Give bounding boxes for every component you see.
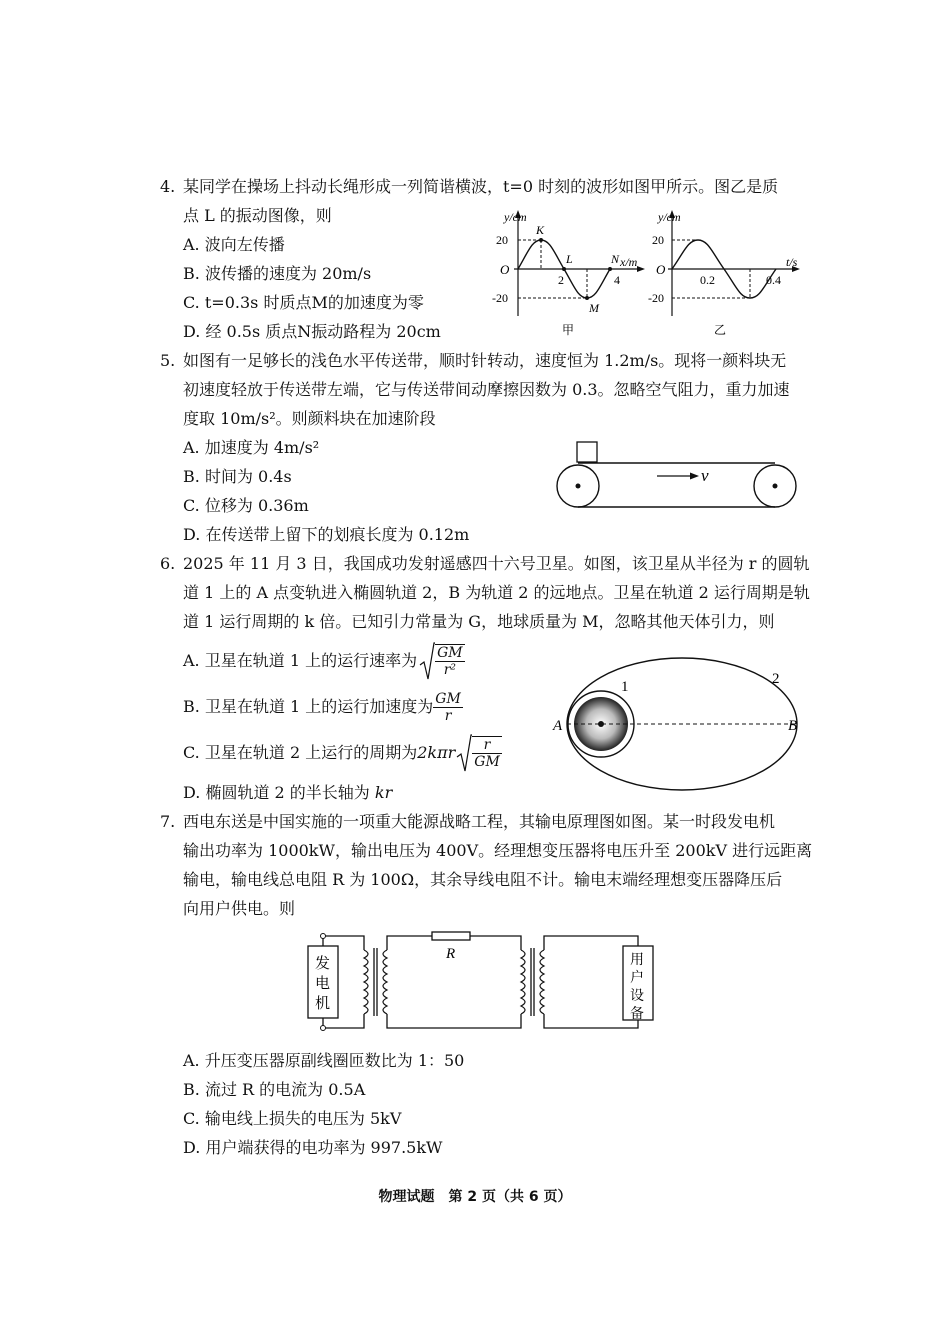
fraction-a: $\frac{GM}{\text{r²}}$ — [437, 645, 463, 678]
yi-ytick-20: 20 — [652, 233, 664, 247]
line-resistor — [432, 932, 470, 940]
fraction-c: $\frac{r}{GM}$ — [474, 737, 500, 770]
q6-stem-line3: 道 1 运行周期的 k 倍。已知引力常量为 G，地球质量为 M，忽略其他天体引力，则 — [183, 612, 775, 631]
jia-point-k: K — [536, 223, 545, 237]
vibration-graph-yi — [650, 206, 810, 338]
q6-number: 6. — [160, 554, 176, 573]
wave-graph-jia — [490, 206, 655, 338]
generator-char-3: 机 — [315, 996, 331, 1012]
jia-ytick-neg20: -20 — [492, 291, 508, 305]
q5-option-c: C. 位移为 0.36m — [183, 496, 309, 515]
orbit-2-label: 2 — [772, 671, 780, 687]
q4-stem-line1: 某同学在操场上抖动长绳形成一列简谐横波，t=0 时刻的波形如图甲所示。图乙是质 — [183, 177, 779, 196]
q7-stem-line3: 输电，输电线总电阻 R 为 100Ω，其余导线电阻不计。输电末端经理想变压器降压后 — [183, 870, 783, 889]
jia-point-n: N — [611, 252, 620, 266]
jia-ytick-20: 20 — [496, 233, 508, 247]
q6-stem-line1: 2025 年 11 月 3 日，我国成功发射遥感四十六号卫星。如图，该卫星从半径为 r 的圆轨 — [183, 554, 810, 573]
q4-option-c: C. t=0.3s 时质点M的加速度为零 — [183, 293, 424, 312]
q6-option-c: C. 卫星在轨道 2 上运行的周期为 2kπr $\frac{r}{GM}$ — [183, 732, 502, 774]
q6-option-b: B. 卫星在轨道 1 上的运行加速度为 $\frac{GM}{r}$ — [183, 690, 461, 724]
q7-option-b: B. 流过 R 的电流为 0.5A — [183, 1080, 366, 1099]
yi-x-label: t/s — [786, 255, 798, 269]
q6-stem-line2: 道 1 上的 A 点变轨进入椭圆轨道 2，B 为轨道 2 的远地点。卫星在轨道 2 运行周期是轨 — [183, 583, 810, 602]
q7-number: 7. — [160, 812, 176, 831]
point-b-label: B — [788, 718, 798, 734]
orbit-figure — [550, 655, 805, 800]
jia-point-l: L — [566, 252, 573, 266]
step-down-primary-coil — [521, 950, 525, 1014]
fraction-b: $\frac{GM}{r}$ — [435, 690, 461, 724]
user-char-4: 备 — [630, 1007, 644, 1022]
q5-option-a: A. 加速度为 4m/s² — [183, 438, 320, 457]
conveyor-belt-figure — [553, 440, 803, 510]
yi-y-label: y/cm — [658, 210, 681, 224]
q6-option-d: D. 椭圆轨道 2 的半长轴为 kr — [183, 783, 393, 802]
sqrt-sign-c — [456, 733, 472, 773]
q4-option-b: B. 波传播的速度为 20m/s — [183, 264, 372, 283]
sqrt-sign-a — [419, 641, 435, 681]
generator-char-2: 电 — [315, 976, 331, 992]
q5-stem-line2: 初速度轻放于传送带左端，它与传送带间动摩擦因数为 0.3。忽略空气阻力，重力加速 — [183, 380, 790, 399]
q6-option-a: A. 卫星在轨道 1 上的运行速率为 $\frac{GM}{\text{r²}}$ — [183, 640, 465, 682]
yi-caption: 乙 — [714, 323, 727, 337]
point-a-label: A — [553, 718, 563, 734]
velocity-label: v — [701, 466, 709, 485]
jia-origin: O — [500, 262, 510, 277]
user-char-2: 户 — [630, 971, 644, 986]
q4-stem-line2: 点 L 的振动图像，则 — [183, 206, 332, 225]
q7-stem-line4: 向用户供电。则 — [183, 899, 296, 918]
user-char-1: 用 — [630, 953, 644, 968]
step-down-secondary-coil — [540, 950, 544, 1014]
q7-option-a: A. 升压变压器原副线圈匝数比为 1：50 — [183, 1051, 465, 1070]
jia-x-label: x/m — [620, 255, 638, 269]
jia-y-label: y/cm — [504, 210, 527, 224]
q7-option-d: D. 用户端获得的电功率为 997.5kW — [183, 1138, 443, 1157]
q7-stem-line1: 西电东送是中国实施的一项重大能源战略工程，其输电原理图如图。某一时段发电机 — [183, 812, 776, 831]
step-up-secondary-coil — [383, 950, 387, 1014]
q5-stem-line1: 如图有一足够长的浅色水平传送带，顺时针转动，速度恒为 1.2m/s。现将一颜料块无 — [183, 351, 787, 370]
resistor-label: R — [446, 946, 456, 962]
yi-xtick-0.2: 0.2 — [700, 273, 715, 287]
q7-stem-line2: 输出功率为 1000kW，输出电压为 400V。经理想变压器将电压升至 200kV 进行远距离 — [183, 841, 813, 860]
jia-xtick-2: 2 — [558, 273, 564, 287]
q4-option-a: A. 波向左传播 — [183, 235, 285, 254]
page-footer: 物理试题 第 2 页（共 6 页） — [378, 1189, 572, 1205]
q5-option-d: D. 在传送带上留下的划痕长度为 0.12m — [183, 525, 470, 544]
q7-option-c: C. 输电线上损失的电压为 5kV — [183, 1109, 402, 1128]
jia-xtick-4: 4 — [614, 273, 620, 287]
user-char-3: 设 — [630, 989, 644, 1004]
generator-char-1: 发 — [315, 956, 331, 972]
jia-caption: 甲 — [562, 323, 575, 337]
yi-xtick-0.4: 0.4 — [766, 273, 781, 287]
paint-block — [577, 442, 597, 462]
yi-origin: O — [656, 262, 666, 277]
power-transmission-circuit — [298, 928, 658, 1034]
yi-ytick-neg20: -20 — [648, 291, 664, 305]
q4-number: 4. — [160, 177, 176, 196]
jia-point-m: M — [589, 301, 599, 315]
orbit-1-label: 1 — [621, 679, 629, 695]
q5-number: 5. — [160, 351, 176, 370]
q5-stem-line3: 度取 10m/s²。则颜料块在加速阶段 — [183, 409, 436, 428]
q5-option-b: B. 时间为 0.4s — [183, 467, 292, 486]
step-up-primary-coil — [364, 950, 368, 1014]
q4-option-d: D. 经 0.5s 质点N振动路程为 20cm — [183, 322, 441, 341]
